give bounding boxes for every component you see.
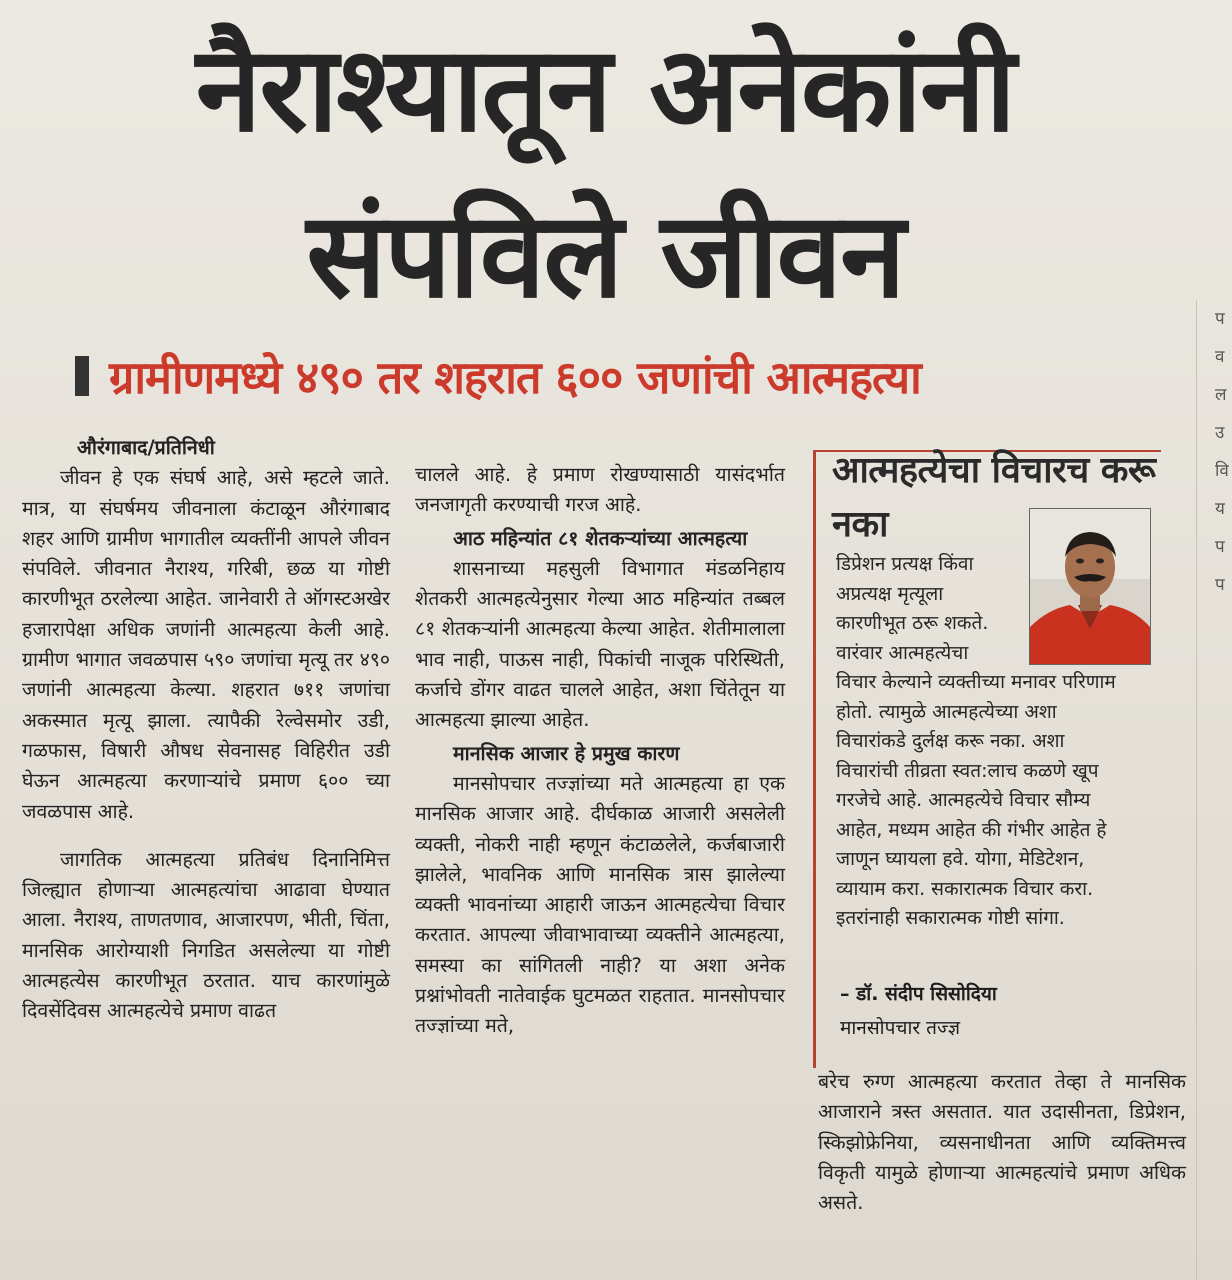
sidebar-quote: [836, 550, 1161, 934]
quote-line: डिप्रेशन प्रत्यक्ष किंवा: [836, 553, 974, 575]
subheading: मानसिक आजार हे प्रमुख कारण: [453, 741, 680, 765]
subheadline: [75, 346, 921, 406]
paragraph: बरेच रुग्ण आत्महत्या करतात तेव्हा ते मानसिक आजाराने त्रस्त असतात. यात उदासीनता, डिप्रेशन, स्किझोफ्रेनिया, व्यसनाधीनता आणि व्यक्तिमत्त्व विकृती यामुळे होणाऱ्या आत्महत्यांचे प्रमाण अधिक असते.: [818, 1070, 1186, 1215]
quote-line: अप्रत्यक्ष मृत्यूला: [836, 582, 944, 605]
edge-letter: ल: [1215, 385, 1227, 405]
edge-letter: प: [1215, 537, 1225, 557]
edge-letter: उ: [1215, 423, 1225, 443]
adjacent-article-edge: [1196, 300, 1232, 1280]
paragraph: मानसोपचार तज्ज्ञांच्या मते आत्महत्या हा एक मानसिक आजार आहे. दीर्घकाळ आजारी असलेली व्यक्ती, नोकरी नाही म्हणून कंटाळलेले, कर्जबाजारी झालेले, भावनिक आणि मानसिक त्रास झालेल्या व्यक्ती भावनांच्या आहारी जाऊन आत्महत्येचा विचार करतात. आपल्या जीवाभावाच्या व्यक्तीने आत्महत्या, समस्या का सांगितली नाही? या अशा अनेक प्रश्नांभोवती नातेवाईक घुटमळत राहतात. मानसोपचार तज्ज्ञांच्या मते,: [415, 771, 785, 1038]
quote-line: विचारांकडे दुर्लक्ष करू नका. अशा: [836, 730, 1065, 752]
quote-line: विचारांची तीव्रता स्वत:लाच कळणे खूप: [836, 759, 1099, 782]
subheadline-text: ग्रामीणमध्ये ४९० तर शहरात ६०० जणांची आत्महत्या: [109, 350, 921, 404]
edge-letter: वि: [1215, 461, 1229, 481]
quote-line: व्यायाम करा. सकारात्मक विचार करा.: [836, 877, 1094, 900]
article-column-2: [415, 460, 785, 1042]
bullet-square-icon: [75, 356, 89, 396]
edge-letter: प: [1215, 309, 1225, 329]
expert-name: – डॉ. संदीप सिसोदिया: [840, 983, 997, 1005]
paragraph: जीवन हे एक संघर्ष आहे, असे म्हटले जाते. मात्र, या संघर्षमय जीवनाला कंटाळून औरंगाबाद शहर आणि ग्रामीण भागातील व्यक्तींनी आपले जीवन संपविले. जीवनात नैराश्य, गरिबी, छळ या गोष्टी कारणीभूत ठरलेल्या आहेत. जानेवारी ते ऑगस्टअखेर हजारापेक्षा अधिक जणांनी आत्महत्या केली आहे. ग्रामीण भागात जवळपास ५९० जणांचा मृत्यू तर ४९० जणांनी आत्महत्या केल्या. शहरात ७११ जणांचा अकस्मात मृत्यू झाला. त्यापैकी रेल्वेसमोर उडी, गळफास, विषारी औषध सेवनासह विहिरीत उडी घेऊन आत्महत्या करणाऱ्यांचे प्रमाण ६०० च्या जवळपास आहे.: [22, 466, 390, 823]
quote-line: विचार केल्याने व्यक्तीच्या मनावर परिणाम: [836, 671, 1116, 693]
quote-line: जाणून घ्यायला हवे. योगा, मेडिटेशन,: [836, 848, 1085, 870]
paragraph: शासनाच्या महसुली विभागात मंडळनिहाय शेतकरी आत्महत्येनुसार गेल्या आठ महिन्यांत तब्बल ८१ शेतकऱ्यांनी आत्महत्या केल्या आहेत. शेतीमालाला भाव नाही, पाऊस नाही, पिकांची नाजूक परिस्थिती, कर्जाचे डोंगर वाढत चालले आहेत, अशा चिंतेतून या आत्महत्या झाल्या आहेत.: [415, 556, 785, 732]
quote-line: कारणीभूत ठरू शकते.: [836, 612, 989, 634]
edge-letter: व: [1215, 347, 1225, 367]
article-column-1: [22, 433, 390, 1027]
quote-line: वारंवार आत्महत्येचा: [836, 641, 969, 664]
edge-letter: य: [1215, 499, 1225, 519]
expert-designation: मानसोपचार तज्ज्ञ: [840, 1017, 961, 1039]
article-column-3: [818, 1067, 1186, 1218]
expert-sidebar-box: [813, 450, 1161, 1068]
subheading: आठ महिन्यांत ८१ शेतकऱ्यांच्या आत्महत्या: [453, 526, 748, 550]
paragraph: चालले आहे. हे प्रमाण रोखण्यासाठी यासंदर्भात जनजागृती करण्याची गरज आहे.: [415, 463, 785, 517]
quote-line: होतो. त्यामुळे आत्महत्येच्या अशा: [836, 700, 1057, 723]
edge-letter: प: [1215, 575, 1225, 595]
quote-line: इतरांनाही सकारात्मक गोष्टी सांगा.: [836, 907, 1065, 929]
headline-line-1: नैराश्यातून अनेकांनी: [195, 20, 1015, 158]
quote-line: आहेत, मध्यम आहेत की गंभीर आहेत हे: [836, 818, 1107, 841]
paragraph: जागतिक आत्महत्या प्रतिबंध दिनानिमित्त जिल्ह्यात होणाऱ्या आत्महत्यांचा आढावा घेण्यात आला. नैराश्य, ताणतणाव, आजारपण, भीती, चिंता, मानसिक आरोग्याशी निगडित असलेल्या या गोष्टी आत्महत्येस कारणीभूत ठरतात. याच कारणांमुळे दिवसेंदिवस आत्महत्येचे प्रमाण वाढत: [22, 847, 390, 1023]
headline-line-2: संपविले जीवन: [306, 186, 904, 324]
dateline: औरंगाबाद/प्रतिनिधी: [77, 436, 215, 459]
quote-line: गरजेचे आहे. आत्महत्येचे विचार सौम्य: [836, 789, 1091, 811]
sidebar-title: आत्महत्येचा विचारच करू नका: [832, 450, 1156, 545]
